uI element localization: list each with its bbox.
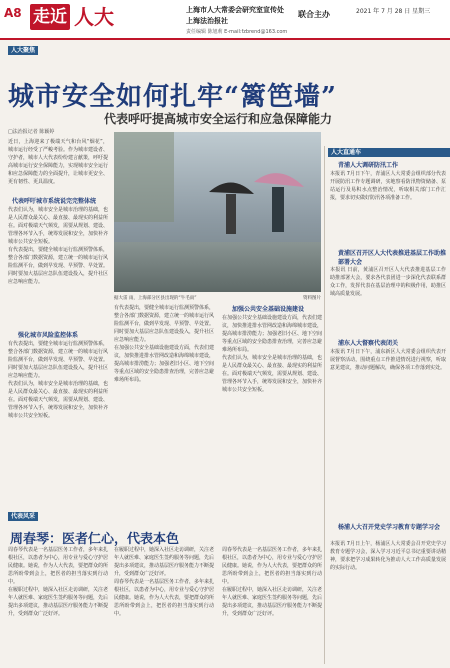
byline: □法治报记者 陈颖婷 <box>8 129 55 135</box>
right-item-3-body: 本报讯 7月日下午，浦东新区人大常委会组织代表开展督察活动，围绕重点工作推进情况进行视察，听取意见建议，推动问题解决，确保各项工作落到实处。 <box>330 349 446 371</box>
logo-title: 人大 <box>74 5 114 29</box>
bottom-col-1: 周春琴代表是一名基层医务工作者，多年来扎根社区，以患者为中心，用专业与爱心守护居民健康。她说，作为人大代表，要把群众的所思所盼带到会上，把医者的担当落实到行动中。 在履职过程中，她深入社区走访调研，关注老年人就医难、家庭医生签约服务等问题，先后提出多项建议，推动基层医疗服务能力不断提升，受到群众广泛好评。 <box>8 547 108 617</box>
subhead-2: 强化城市风险监控体系 <box>18 332 79 339</box>
right-section-label: 人大直通车 <box>328 148 450 157</box>
news-photo <box>114 132 321 292</box>
headline: 城市安全如何扎牢“篱笆墙” <box>8 82 337 112</box>
bottom-col-2: 在履职过程中，她深入社区走访调研，关注老年人就医难、家庭医生签约服务等问题，先后提出多项建议，推动基层医疗服务能力不断提升，受到群众广泛好评。 周春琴代表是一名基层医务工作者，多年来扎根社区，以患者为中心，用专业与爱心守护居民健康。她说，作为人大代表，要把群众的所思所盼带到会上，把医者的担当落实到行动中。 <box>114 547 214 617</box>
lead-paragraph: 近日，上海迎来了极端天气和台风“烟花”，城市运行经受了严峻考验。作为城市建设者、守护者，城市人大代表纷纷建言献策，呼吁提高城市运行安全保障能力，实现城市安全运行和应急保障能力的全面提升，让城市更安全、更有韧性、更具温度。 <box>8 139 108 185</box>
subhead-3: 加强公共安全基础设施建设 <box>232 306 305 313</box>
photo-caption: 据大雷 雨，上海部分区县出现的“牛毛雨” 资料图片 <box>114 296 321 301</box>
publisher-line1: 上海市人大常委会研究室宣传处 <box>186 6 284 14</box>
bottom-headline: 周春琴：医者仁心，代表本色 <box>10 532 180 547</box>
right-item-1-body: 本报讯 7月日下午，青浦区人大常委会组织部分代表开展防汛工作专题调研，实地察看防汛物资储备、泵站运行及易积水点整治情况，听取相关部门工作汇报，要求切实做好防汛各项准备工作。 <box>330 171 446 201</box>
page-number: A8 <box>4 6 22 20</box>
umbrella-figures <box>114 132 321 292</box>
right-item-3-title: 浦东人大督察代表闭关 <box>338 340 399 347</box>
body-col-2: 有代表提出，要健全城市运行监测预警体系，整合各部门数据资源，建立统一的城市运行风险监测平台，做到早发现、早预警、早处置。同时要加大基层应急队伍建设投入，提升社区应急响应能力。 代表们认为，城市安全是城市治理的基础，也是人民群众最关心、最直接、最现实的利益所在。面对极端天气频发，需要从规划、建设、管理各环节入手，统筹发展和安全，加快补齐城市公共安全短板。 <box>8 341 108 419</box>
right-item-4-body: 本报讯 7月日上午，杨浦区人大常委会召开党史学习教育专题学习会，深入学习习近平总书记重要讲话精神，要求把学习成果转化为推动人大工作高质量发展的实际行动。 <box>330 541 446 571</box>
body-col-4: 在加强公共安全基础设施建设方面，代表们建议，加快推进排水管网改造和海绵城市建设，提高城市排涝能力；加强老旧小区、地下空间等重点区域的安全隐患排查治理，完善应急避难场所布局。 代表们认为，城市安全是城市治理的基础，也是人民群众最关心、最直接、最现实的利益所在。面对极端天气频发，需要从规划、建设、管理各环节入手，统筹发展和安全，加快补齐城市公共安全短板。 <box>222 315 322 393</box>
body-col-1: 代表们认为，城市安全是城市治理的基础，也是人民群众最关心、最直接、最现实的利益所在。面对极端天气频发，需要从规划、建设、管理各环节入手，统筹发展和安全，加快补齐城市公共安全短板。 有代表提出，要健全城市运行监测预警体系，整合各部门数据资源，建立统一的城市运行风险监测平台，做到早发现、早预警、早处置。同时要加大基层应急队伍建设投入，提升社区应急响应能力。 <box>8 207 108 285</box>
joint-host: 联合主办 <box>298 10 330 19</box>
header-rule <box>0 38 450 40</box>
right-item-1-title: 青浦人大调研防汛工作 <box>338 162 399 169</box>
subheadline: 代表呼吁提高城市安全运行和应急保障能力 <box>104 112 333 126</box>
column-divider <box>324 146 325 664</box>
section-label: 人大聚焦 <box>8 46 38 55</box>
editors: 责任编辑 陈旭莉 E-mail:fzbrend@163.com <box>186 29 288 35</box>
right-item-2-title: 黄浦区召开区人大代表推进基层工作助推部署大会 <box>338 250 447 266</box>
masthead <box>0 0 450 38</box>
subhead-1: 代表呼吁城市系统说完完整体统 <box>12 198 97 205</box>
publisher-line2: 上海法治报社 <box>186 17 228 25</box>
right-item-2-body: 本报讯 日前，黄浦区召开区人大代表推进基层工作助推部署大会，要求各代表团进一步深化代表联系群众工作，发挥代表在基层治理中的积极作用，助推区域高质量发展。 <box>330 267 446 297</box>
section-label-bottom: 代表风采 <box>8 512 38 521</box>
bottom-col-3: 周春琴代表是一名基层医务工作者，多年来扎根社区，以患者为中心，用专业与爱心守护居民健康。她说，作为人大代表，要把群众的所思所盼带到会上，把医者的担当落实到行动中。 在履职过程中，她深入社区走访调研，关注老年人就医难、家庭医生签约服务等问题，先后提出多项建议，推动基层医疗服务能力不断提升，受到群众广泛好评。 <box>222 547 322 617</box>
body-col-3: 有代表提出，要健全城市运行监测预警体系，整合各部门数据资源，建立统一的城市运行风险监测平台，做到早发现、早预警、早处置。同时要加大基层应急队伍建设投入，提升社区应急响应能力。 在加强公共安全基础设施建设方面，代表们建议，加快推进排水管网改造和海绵城市建设，提高城市排涝能力；加强老旧小区、地下空间等重点区域的安全隐患排查治理，完善应急避难场所布局。 <box>114 305 214 383</box>
issue-date: 2021 年 7 月 28 日 星期三 <box>356 8 431 15</box>
logo: 走近 <box>30 4 70 30</box>
right-item-4-title: 杨浦人大召开党史学习教育专题学习会 <box>338 524 441 531</box>
